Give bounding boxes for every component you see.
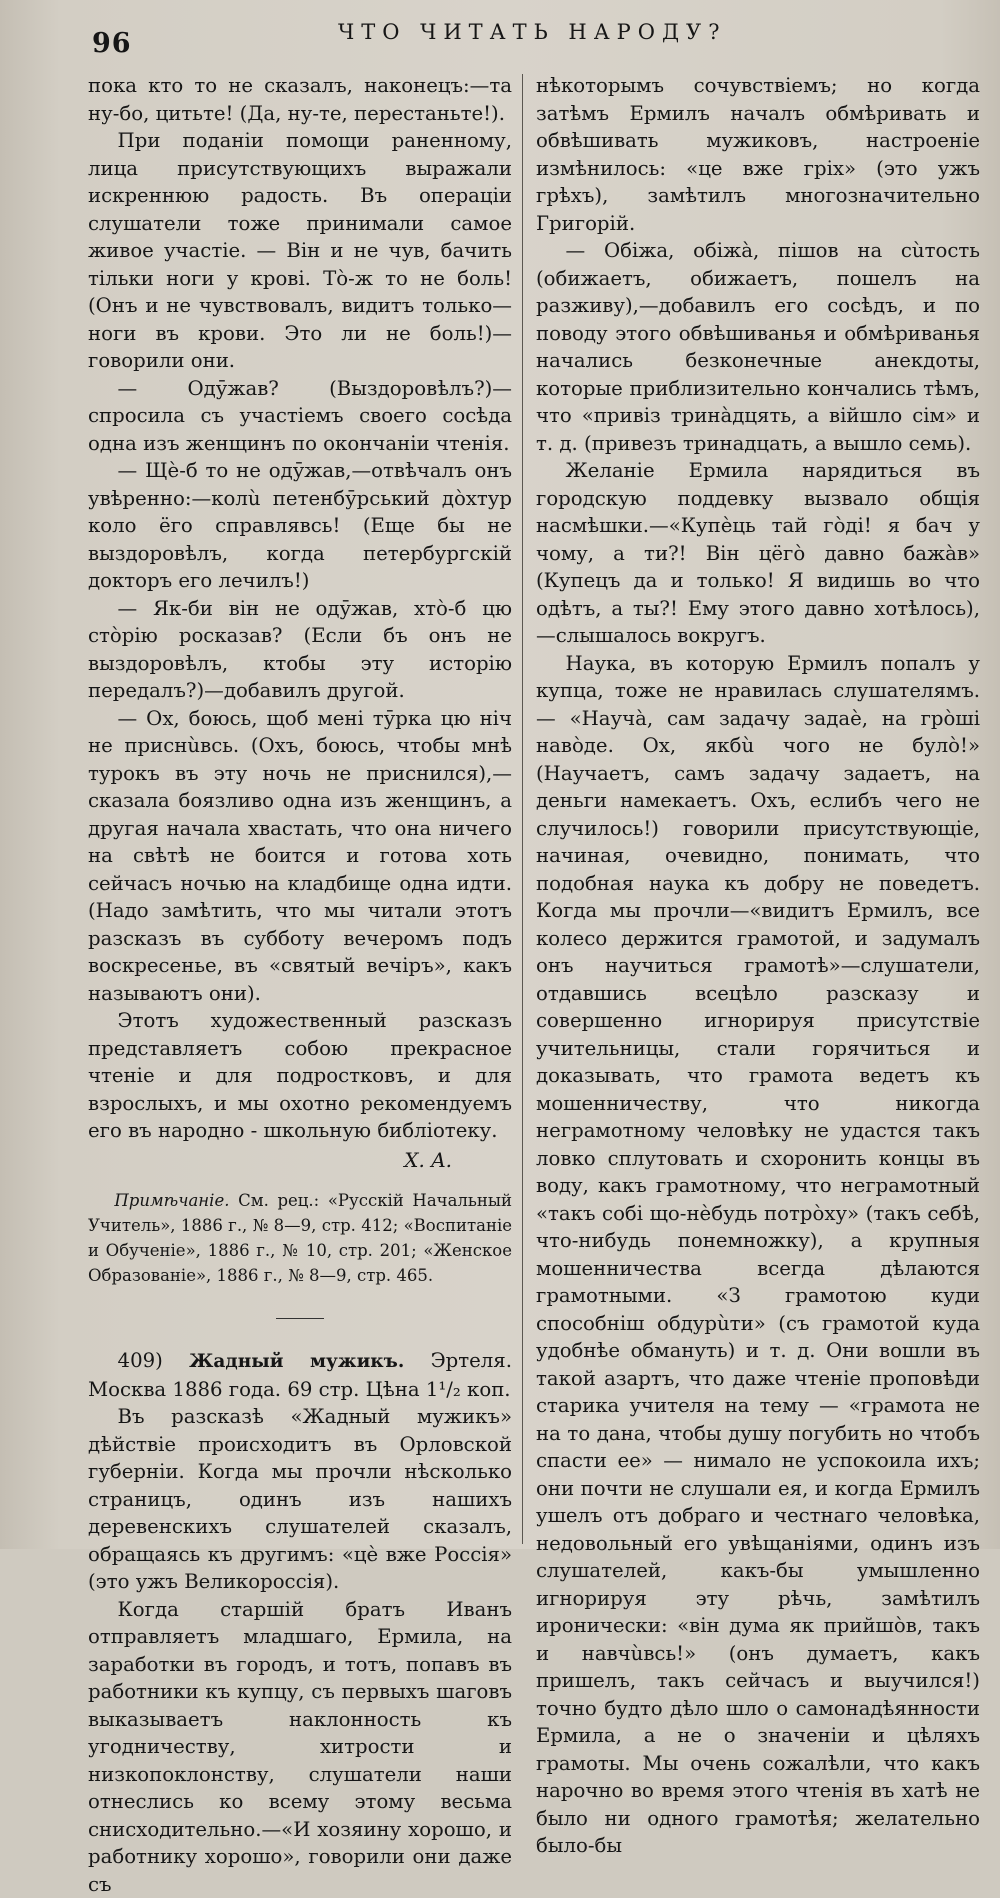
- paragraph: При поданiи помощи раненному, лица присутствующихъ выражали искреннюю радость. Въ операцiи слушатели тоже принимали самое живое участiе. — Вiн и не чув, бачить тiльки ноги у кровi. Тò-ж то не боль! (Онъ и не чувствовалъ, видитъ только—ноги въ крови. Это ли не боль!)—говорили они.: [88, 127, 512, 375]
- review-signature: X. A.: [88, 1147, 452, 1175]
- paragraph: пока кто то не сказалъ, наконецъ:—та ну-бо, цитьте! (Да, ну-те, перестаньте!).: [88, 72, 512, 127]
- paragraph: Желанiе Ермила нарядиться въ городскую поддевку вызвало общiя насмѣшки.—«Купѐць тай гòдi! я бач у чому, а ти?! Вiн цёгò давно бажàв» (Купецъ да и только! Я видишь во что одѣтъ, а ты?! Ему этого давно хотѣлось), —слышалось вокругъ.: [536, 457, 980, 650]
- paragraph: — Ох, боюсь, щоб менi тӯрка цю нiч не приснùвсь. (Охъ, боюсь, чтобы мнѣ турокъ въ эту ночь не приснился),—сказала боязливо одна изъ женщинъ, а другая начала хвастать, что она ничего на свѣтѣ не боится и готова хоть сейчасъ ночью на кладбище одна идти. (Надо замѣтить, что мы читали этотъ разсказъ въ субботу вечеромъ подъ воскресенье, въ «святый вечiръ», какъ называютъ они).: [88, 705, 512, 1008]
- right-column: [536, 72, 980, 1860]
- running-title: ЧТО ЧИТАТЬ НАРОДУ?: [338, 20, 727, 44]
- section-divider: [276, 1318, 324, 1319]
- paragraph: — Обiжа, обiжà, пiшов на сùтость (обижаетъ, обижаетъ, пошелъ на разживу),—добавилъ его сосѣдъ, и по поводу этого обвѣшиванья и обмѣриванья начались безконечные анекдоты, которые приблизительно кончались тѣмъ, что «привiз тринàдцять, а вiйшло сiм» и т. д. (привезъ тринадцать, а вышло семь).: [536, 237, 980, 457]
- page-header: [0, 0, 1000, 70]
- paragraph: Наука, въ которую Ермилъ попалъ у купца, тоже не нравилась слушателямъ. — «Научà, сам задачу задаè, на грòшi навòде. Ох, якбù чого не булò!» (Научаетъ, самъ задачу задаетъ, на деньги намекаетъ. Охъ, еслибъ чего не случилось!) говорили присутствующiе, начиная, очевидно, понимать, что подобная наука къ добру не поведетъ. Когда мы прочли—«видитъ Ермилъ, все колесо держится грамотой, и задумалъ онъ научиться грамотѣ»—слушатели, отдавшись всецѣло разсказу и совершенно игнорируя присутствiе учительницы, стали горячиться и доказывать, что грамота ведетъ къ мошенничеству, что никогда неграмотному человѣку не удастся такъ ловко сплутовать и схоронить концы въ воду, какъ грамотному, что неграмотный «такъ собi що-нѐбудь потрòху» (такъ себѣ, что-нибудь понемножку), а крупныя мошенничества всегда дѣлаются грамотными. «З грамотою куди способнiш обдурùти» (съ грамотой куда удобнѣе обмануть) и т. д. Они вошли въ такой азартъ, что даже чтенiе проповѣди старика учителя на тему — «грамота не на то дана, чтобы душу погубить но чтобъ спасти ее» — нимало не успокоила ихъ; они почти не слушали ея, и когда Ермилъ ушелъ отъ добраго и честнаго человѣка, недовольный его увѣщанiями, одинъ изъ слушателей, какъ-бы умышленно игнорируя эту рѣчь, замѣтилъ иронически: «вiн дума як прийшòв, такъ и навчùвсь!» (онъ думаетъ, какъ пришелъ, такъ сейчасъ и выучился!) точно будто дѣло шло о самонадѣянности Ермила, а не о значенiи и цѣляхъ грамоты. Мы очень сожалѣли, что какъ нарочно во время этого чтенiя въ хатѣ не было ни одного грамотѣя; желательно было-бы: [536, 650, 980, 1860]
- entry-title: Жадный мужикъ.: [189, 1351, 404, 1372]
- paragraph: Когда старшiй братъ Иванъ отправляетъ младшаго, Ермила, на заработки въ городъ, и тотъ, попавъ въ работники къ купцу, съ первыхъ шаговъ выказываетъ наклонность къ угодничеству, хитрости и низкопоклонству, слушатели наши отнеслись ко всему этому весьма снисходительно.—«И хозяину хорошо, и работнику хорошо», говорили они даже съ: [88, 1596, 512, 1898]
- footnote-text: См. рец.: «Русскiй Начальный Учитель», 1886 г., № 8—9, стр. 412; «Воспитанiе и Обученiе», 1886 г., № 10, стр. 201; «Женское Образованiе», 1886 г., № 8—9, стр. 465.: [88, 1191, 512, 1285]
- paragraph: — Одӯжав? (Выздоровѣлъ?)—спросила съ участiемъ своего сосѣда одна изъ женщинъ по окончанiи чтенiя.: [88, 375, 512, 458]
- paragraph: — Щè-б то не одӯжав,—отвѣчалъ онъ увѣренно:—колù петенбӯрський дòхтур коло ёго справлявсь! (Еще бы не выздоровѣлъ, когда петербургскiй докторъ его лечилъ!): [88, 457, 512, 595]
- paragraph: Въ разсказѣ «Жадный мужикъ» дѣйствiе происходитъ въ Орловской губернiи. Когда мы прочли нѣсколько страницъ, одинъ изъ нашихъ деревенскихъ слушателей сказалъ, обращаясь къ другимъ: «цѐ вже Россiя» (это ужъ Великороссiя).: [88, 1403, 512, 1596]
- footnote: [88, 1188, 512, 1288]
- paragraph: нѣкоторымъ сочувствiемъ; но когда затѣмъ Ермилъ началъ обмѣривать и обвѣшивать мужиковъ, настроенiе измѣнилось: «це вже грiх» (это ужъ грѣхъ), замѣтилъ многозначительно Григорiй.: [536, 72, 980, 237]
- paragraph: Этотъ художественный разсказъ представляетъ собою прекрасное чтенiе и для подростковъ, и для взрослыхъ, и мы охотно рекомендуемъ его въ народно - школьную библiотеку.: [88, 1007, 512, 1145]
- entry-heading: [88, 1347, 512, 1403]
- entry-number: 409): [118, 1349, 163, 1372]
- footnote-label: Примѣчанiе.: [114, 1191, 229, 1210]
- paragraph: — Як-би вiн не одӯжав, хтò-б цю стòрiю росказав? (Если бъ онъ не выздоровѣлъ, ктобы эту исторiю передалъ?)—добавилъ другой.: [88, 595, 512, 705]
- page-number: 96: [92, 28, 132, 59]
- entry-details: Эртеля. Москва 1886 года. 69 стр. Цѣна 1¹/₂ коп.: [88, 1349, 512, 1401]
- column-rule: [522, 74, 523, 1544]
- left-column: [88, 72, 512, 1898]
